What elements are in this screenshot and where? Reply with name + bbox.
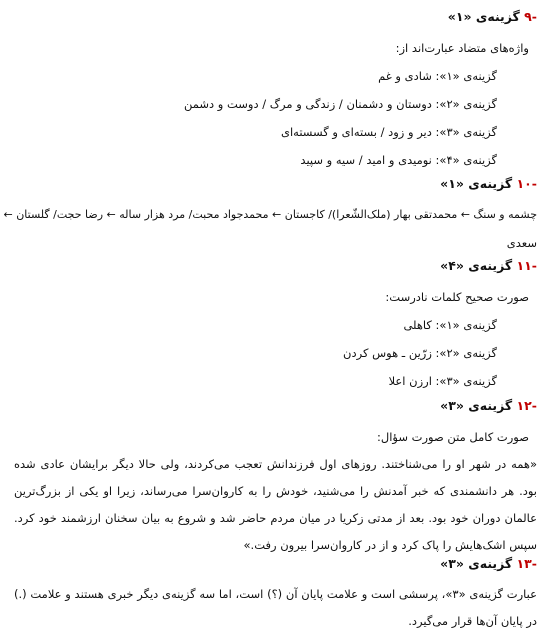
question-13-answer: «۳»	[440, 556, 464, 571]
question-11-option-1: گزینه‌ی «۱»: کاهلی	[403, 318, 497, 332]
question-10-text-line-1: چشمه و سنگ ← محمدتقی بهار (ملک‌الشّعرا)/ کاجستان ← محمدجواد محبت/ مرد هزار ساله ← رضا حجت/ گلستان ←	[3, 208, 537, 221]
question-11-block	[14, 255, 537, 395]
question-11-option-2: گزینه‌ی «۲»: زرّین ـ هوس کردن	[343, 346, 497, 360]
question-11-option-word: گزینه‌ی	[468, 258, 513, 273]
question-10-heading	[14, 173, 537, 195]
question-13-heading	[14, 553, 537, 575]
question-9-option-word: گزینه‌ی	[475, 9, 520, 24]
question-12-intro: صورت کامل متن صورت سؤال:	[376, 430, 529, 444]
question-10-option-word: گزینه‌ی	[468, 176, 513, 191]
question-10-number: -۱۰	[516, 176, 537, 191]
question-12-heading	[14, 395, 537, 417]
question-9-intro: واژه‌های متضاد عبارت‌اند از:	[395, 41, 529, 55]
question-12-option-word: گزینه‌ی	[468, 398, 513, 413]
question-9-option-3: گزینه‌ی «۳»: دیر و زود / بسته‌ای و گسسته‌ای	[280, 125, 497, 139]
question-11-number: -۱۱	[516, 258, 537, 273]
question-9-option-1: گزینه‌ی «۱»: شادی و غم	[378, 69, 497, 83]
question-10-text-line-2: سعدی	[506, 236, 537, 250]
question-13-option-word: گزینه‌ی	[468, 556, 513, 571]
question-13-number: -۱۳	[516, 556, 537, 571]
question-11-option-3: گزینه‌ی «۳»: ارزن اعلا	[388, 374, 497, 388]
question-13-block	[14, 553, 537, 635]
question-10-answer: «۱»	[440, 176, 464, 191]
question-9-option-4: گزینه‌ی «۴»: نومیدی و امید / سیه و سپید	[300, 153, 497, 167]
question-11-answer: «۴»	[440, 258, 464, 273]
question-9-option-2: گزینه‌ی «۲»: دوستان و دشمنان / زندگی و مرگ / دوست و دشمن	[183, 97, 497, 111]
question-13-paragraph: عبارت گزینه‌ی «۳»، پرسشی است و علامت پایان آن (؟) است، اما سه گزینه‌ی دیگر خبری هستند و علامت (.) در پایان آن‌ها قرار می‌گیرد.	[14, 587, 537, 628]
question-12-block	[14, 395, 537, 559]
question-9-block	[14, 6, 537, 174]
question-11-heading	[14, 255, 537, 277]
question-9-answer: «۱»	[447, 9, 472, 24]
question-10-block	[3, 173, 537, 257]
question-9-number: -۹	[524, 9, 537, 24]
question-9-heading	[14, 6, 537, 28]
question-12-paragraph: «همه در شهر او را می‌شناختند. روزهای اول فرزندانش تعجب می‌کردند، ولی حالا دیگر برایشان عادی شده بود. هر دانشمندی که خبر آمدنش را می‌شنید، خودش را به کاروان‌سرا می‌رساند، زیرا او یکی از بزرگ‌ترین عالمان دوران خود بود. بعد از مدتی زکریا در میان مردم حاضر شد و شروع به بیان سخنان ارزشمند خود کرد. سپس اشک‌هایش را پاک کرد و از در کاروان‌سرا بیرون رفت.»	[14, 457, 537, 552]
question-12-answer: «۳»	[440, 398, 464, 413]
question-12-number: -۱۲	[516, 398, 537, 413]
question-11-intro: صورت صحیح کلمات نادرست:	[385, 290, 529, 304]
